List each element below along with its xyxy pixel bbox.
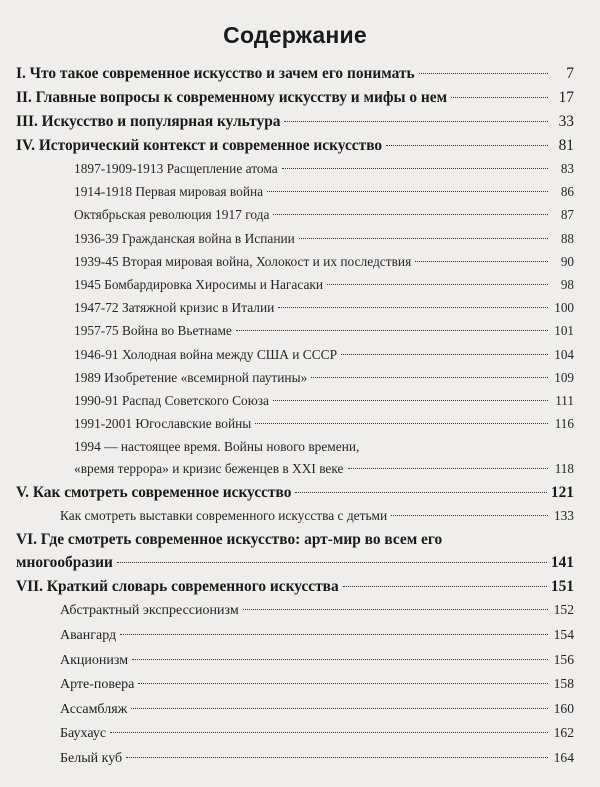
toc-entry-title: Баухаус xyxy=(60,726,107,742)
toc-page-number: 83 xyxy=(560,161,574,176)
toc-entry-5[interactable] xyxy=(16,484,574,508)
toc-entry-title: V. Как смотреть современное искусство xyxy=(16,484,292,502)
toc-page-number: 100 xyxy=(554,300,574,316)
toc-entry-4[interactable] xyxy=(16,137,574,161)
dot-leader xyxy=(243,609,548,610)
toc-entry-title: Октябрьская революция 1917 года xyxy=(74,207,270,223)
dot-leader xyxy=(391,515,548,516)
toc-subentry[interactable] xyxy=(16,416,574,439)
toc-page-number: 164 xyxy=(553,750,574,765)
toc-page-number: 86 xyxy=(560,184,574,200)
toc-page-number: 33 xyxy=(558,113,574,130)
toc-subentry[interactable] xyxy=(16,393,574,416)
dot-leader xyxy=(267,191,548,192)
page-title: Содержание xyxy=(223,22,367,48)
toc-page-number: 104 xyxy=(554,346,574,362)
toc-entry-title: Авангард xyxy=(60,628,117,644)
dot-leader xyxy=(131,708,548,709)
toc-entry-title: 1947-72 Затяжной кризис в Италии xyxy=(74,300,275,316)
dot-leader xyxy=(273,400,548,401)
toc-subentry[interactable] xyxy=(16,207,574,230)
toc-page-number: 81 xyxy=(558,137,574,154)
dot-leader xyxy=(341,354,548,355)
toc-subentry[interactable] xyxy=(16,508,574,531)
toc-entry-title: 1989 Изобретение «всемирной паутины» xyxy=(74,369,308,385)
glossary-entry[interactable] xyxy=(16,701,574,726)
dot-leader xyxy=(327,284,548,285)
toc-entry-title: 1946-91 Холодная война между США и СССР xyxy=(74,346,338,362)
toc-page-number: 151 xyxy=(550,578,574,596)
toc-page-number: 133 xyxy=(553,508,574,524)
toc-entry-title-continued: многообразии xyxy=(16,554,113,572)
toc-page-number: 116 xyxy=(554,416,574,432)
toc-page-number: 101 xyxy=(554,323,574,339)
toc-entry-title: Белый куб xyxy=(60,751,123,766)
toc-page-number: 156 xyxy=(553,651,574,667)
dot-leader xyxy=(343,586,547,587)
toc-entry-2[interactable] xyxy=(16,89,574,113)
dot-leader xyxy=(282,168,548,169)
toc-page-number: 121 xyxy=(550,484,574,502)
toc-entry-title: VII. Краткий словарь современного искусства xyxy=(16,578,339,596)
toc-page-number: 88 xyxy=(560,230,574,246)
toc-subentry[interactable] xyxy=(16,254,574,277)
toc-entry-1[interactable] xyxy=(16,65,574,89)
toc-entry-3[interactable] xyxy=(16,113,574,137)
toc-subentry[interactable] xyxy=(16,300,574,323)
toc-page-number: 118 xyxy=(554,461,574,477)
toc-entry-title: 1990-91 Распад Советского Союза xyxy=(74,392,269,408)
dot-leader xyxy=(284,121,548,122)
dot-leader xyxy=(126,757,548,758)
toc-page-number: 109 xyxy=(554,369,574,385)
table-of-contents xyxy=(16,65,574,775)
toc-subentry[interactable] xyxy=(16,347,574,370)
toc-entry-6[interactable] xyxy=(16,531,574,578)
toc-page-number: 141 xyxy=(550,554,574,572)
glossary-entry[interactable] xyxy=(16,725,574,750)
glossary-entry[interactable] xyxy=(16,652,574,677)
toc-entry-title: Абстрактный экспрессионизм xyxy=(60,603,239,619)
dot-leader xyxy=(311,377,548,378)
toc-page-number: 90 xyxy=(560,253,574,269)
dot-leader xyxy=(255,423,548,424)
toc-page-number: 17 xyxy=(558,89,574,106)
dot-leader xyxy=(295,492,546,493)
toc-entry-title: 1897-1909-1913 Расщепление атома xyxy=(74,161,278,176)
toc-entry-title: 1945 Бомбардировка Хиросимы и Нагасаки xyxy=(74,276,324,292)
dot-leader xyxy=(138,683,548,684)
toc-page-number: 154 xyxy=(553,627,574,643)
toc-subentry[interactable] xyxy=(16,161,574,184)
dot-leader xyxy=(386,145,548,146)
toc-subentry[interactable] xyxy=(16,439,574,484)
dot-leader xyxy=(419,73,548,74)
glossary-entry[interactable] xyxy=(16,627,574,652)
toc-entry-title: 1936-39 Гражданская война в Испании xyxy=(74,230,295,246)
toc-subentry[interactable] xyxy=(16,184,574,207)
toc-subentry[interactable] xyxy=(16,323,574,346)
toc-entry-title-continued: «время террора» и кризис беженцев в XXI веке xyxy=(74,461,344,477)
toc-entry-title: II. Главные вопросы к современному искусству и мифы о нем xyxy=(16,89,448,106)
toc-entry-7[interactable] xyxy=(16,578,574,602)
toc-entry-title: 1939-45 Вторая мировая война, Холокост и их последствия xyxy=(74,253,412,269)
dot-leader xyxy=(273,214,548,215)
dot-leader xyxy=(236,330,548,331)
dot-leader xyxy=(117,562,547,563)
toc-entry-title: Арте-повера xyxy=(60,677,135,693)
toc-entry-title: IV. Исторический контекст и современное искусство xyxy=(16,137,383,154)
dot-leader xyxy=(110,732,548,733)
toc-entry-title: VI. Где смотреть современное искусство: арт-мир во всем его xyxy=(16,531,443,549)
toc-entry-title: Акционизм xyxy=(60,652,129,668)
toc-page-number: 158 xyxy=(553,676,574,692)
toc-page-number: 87 xyxy=(560,207,574,223)
dot-leader xyxy=(299,238,548,239)
toc-entry-title: Как смотреть выставки современного искусства с детьми xyxy=(60,508,388,524)
toc-subentry[interactable] xyxy=(16,231,574,254)
dot-leader xyxy=(120,634,548,635)
toc-entry-title: 1914-1918 Первая мировая война xyxy=(74,184,264,200)
toc-page-number: 152 xyxy=(553,602,574,618)
toc-entry-title: 1957-75 Война во Вьетнаме xyxy=(74,323,232,339)
dot-leader xyxy=(348,468,549,469)
toc-page-number: 162 xyxy=(553,725,574,741)
dot-leader xyxy=(278,307,548,308)
toc-page-number: 111 xyxy=(555,392,574,408)
toc-page-number: 160 xyxy=(553,700,574,716)
dot-leader xyxy=(451,97,548,98)
glossary-entry[interactable] xyxy=(16,602,574,627)
toc-page-number: 98 xyxy=(560,276,574,292)
dot-leader xyxy=(132,659,548,660)
toc-entry-title: 1991-2001 Югославские войны xyxy=(74,416,252,432)
toc-subentry[interactable] xyxy=(16,370,574,393)
toc-entry-title: Ассамбляж xyxy=(60,701,128,717)
dot-leader xyxy=(415,261,548,262)
glossary-entry[interactable] xyxy=(16,750,574,775)
toc-entry-title: III. Искусство и популярная культура xyxy=(16,113,281,130)
toc-entry-title: 1994 — настоящее время. Войны нового времени, xyxy=(74,439,360,455)
toc-subentry[interactable] xyxy=(16,277,574,300)
glossary-entry[interactable] xyxy=(16,676,574,701)
toc-page-number: 7 xyxy=(566,65,574,82)
toc-entry-title: I. Что такое современное искусство и зачем его понимать xyxy=(16,65,415,82)
